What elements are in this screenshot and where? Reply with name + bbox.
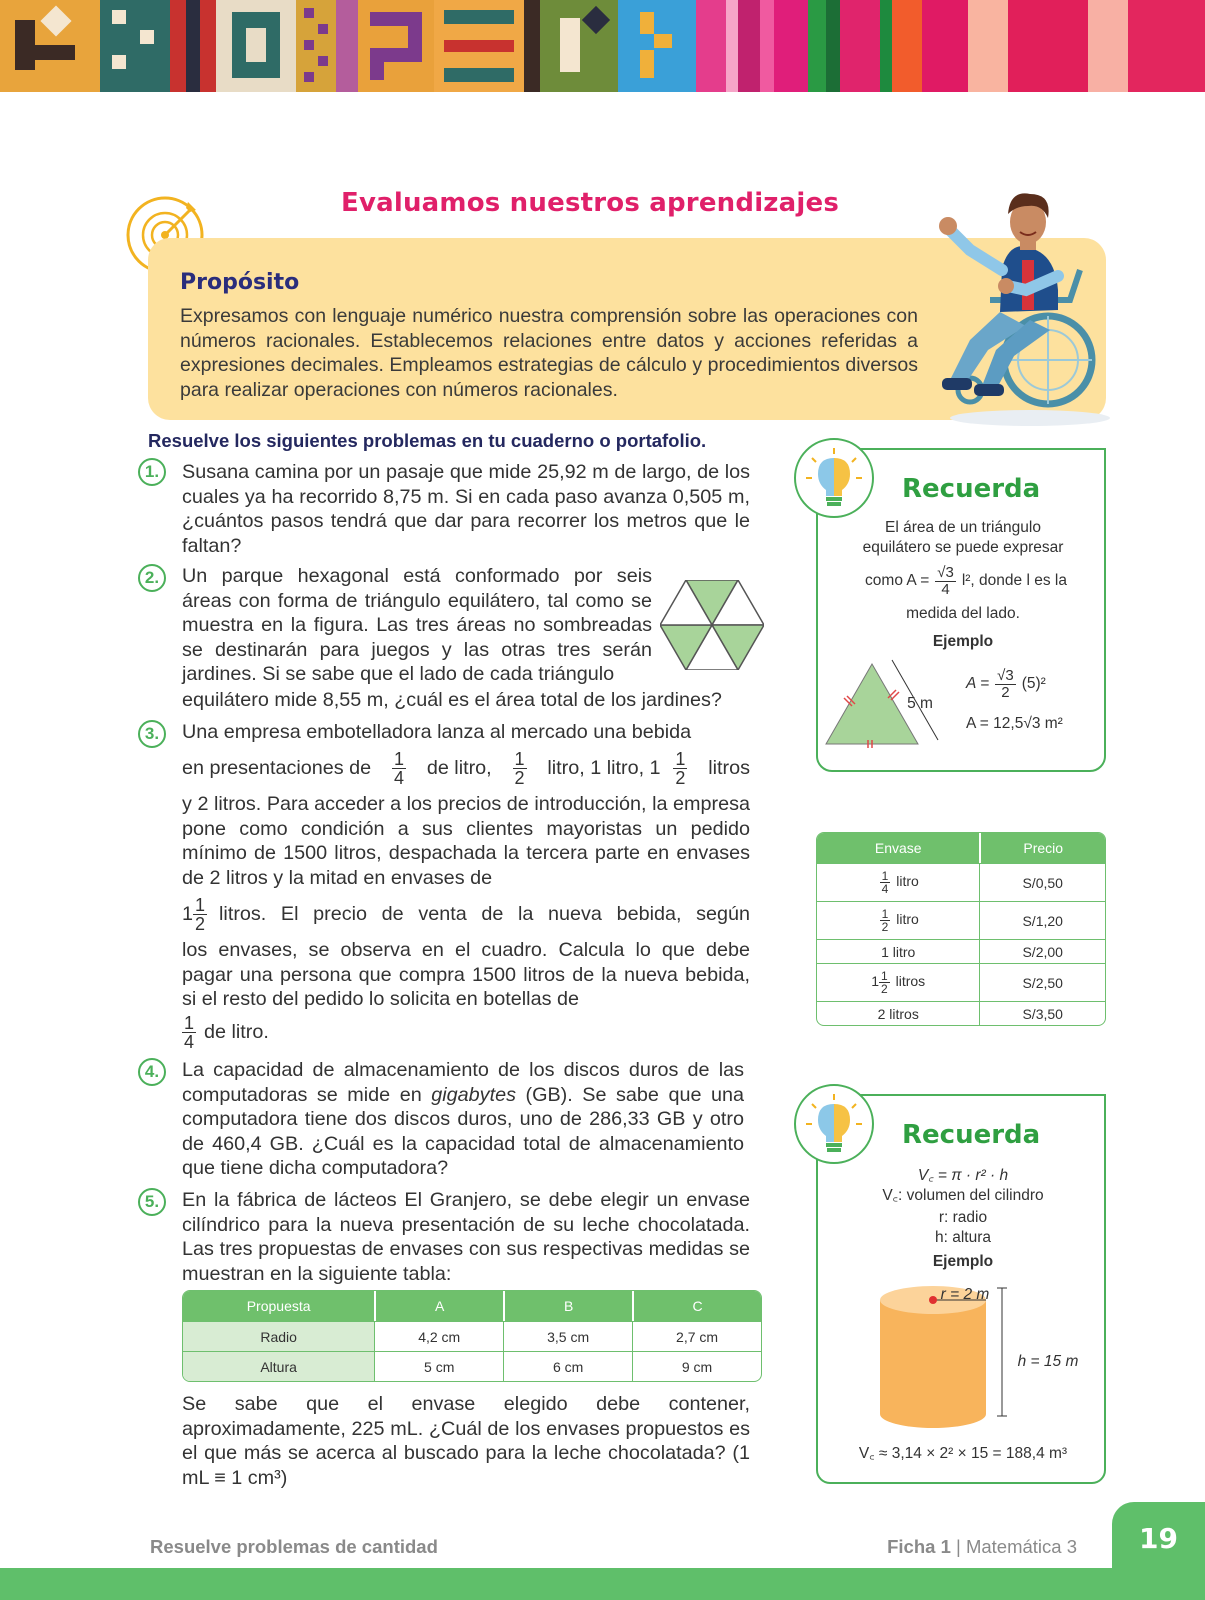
table-row xyxy=(817,901,1105,939)
side-length-label: 5 m xyxy=(907,695,933,712)
problem-number-1: 1. xyxy=(138,458,166,486)
brain-bulb-icon xyxy=(794,438,874,518)
problem-3-text: litro, 1 litro, 1 xyxy=(547,756,661,779)
table-header-cell: A xyxy=(374,1291,503,1321)
problem-3-line-3: y 2 litros. Para acceder a los precios de introducción, la empresa pone como condición a sus clientes mayoristas un pedido mínimo de 1500 litros, despachada la tercera parte en envases de 2 litros y la mitad en envases de xyxy=(182,793,750,889)
textile-banner xyxy=(0,0,1205,92)
table-cell: 9 cm xyxy=(632,1351,761,1381)
table-cell: $\frac{1}{4}$ litro xyxy=(817,863,979,901)
textile-pattern-illustration xyxy=(0,0,1205,92)
table-header-cell: Envase xyxy=(817,833,979,863)
problem-3-text: litros xyxy=(708,756,750,779)
table-cell: 4,2 cm xyxy=(374,1321,503,1351)
formula-text: l², donde l es la xyxy=(961,572,1067,589)
table-header-cell: C xyxy=(632,1291,761,1321)
recuerda-title: Recuerda xyxy=(902,474,1041,504)
table-header-row xyxy=(817,833,1105,863)
problem-4-text: La capacidad de almacenamiento de los discos duros de las computadoras se mide en gigabytes (GB). Se sabe que una computadora tiene dos discos duros, uno de 286,33 GB y otro de 460,4 GB. ¿Cuál es la capacidad total de almacenamiento que tiene dicha computadora? xyxy=(182,1059,745,1180)
table-row xyxy=(183,1351,761,1381)
table-header-cell: Precio xyxy=(979,833,1105,863)
recuerda-text: medida del lado. xyxy=(906,605,1020,622)
formula-text: como A = xyxy=(865,572,930,589)
purpose-title: Propósito xyxy=(180,270,300,295)
example-equation-1 xyxy=(966,664,1096,704)
table-cell: Altura xyxy=(183,1351,374,1381)
table-cell: 3,5 cm xyxy=(503,1321,632,1351)
instruction-text: Resuelve los siguientes problemas en tu cuaderno o portafolio. xyxy=(148,430,707,451)
problem-3-text: de litro. xyxy=(204,1020,269,1043)
table-cell: Radio xyxy=(183,1321,374,1351)
table-cell: 2,7 cm xyxy=(632,1321,761,1351)
fraction-one-half: $\frac{1}{2}$ xyxy=(195,894,206,934)
table-cell: 1 litro xyxy=(817,939,979,963)
fraction-one-quarter: $\frac{1}{4}$ xyxy=(184,1012,195,1052)
problem-3-line-5: los envases, se observa en el cuadro. Calcula lo que debe pagar una persona que compra 1500 litros de la nueva bebida, si el resto del pedido lo solicita en botellas de xyxy=(182,939,750,1011)
problem-3-line-2 xyxy=(182,746,750,790)
problem-5-text: En la fábrica de lácteos El Granjero, se debe elegir un envase cilíndrico para la nueva presentación de su leche chocolatada. Las tres propuestas de envases con sus respectivas medidas se muestran en la siguiente tabla: xyxy=(182,1189,750,1285)
table-cell: S/1,20 xyxy=(979,901,1105,939)
footer-subject: Matemática 3 xyxy=(965,1536,1077,1557)
recuerda-text: h: altura xyxy=(934,1229,991,1246)
table-cell: 6 cm xyxy=(503,1351,632,1381)
recuerda-title: Recuerda xyxy=(902,1120,1041,1150)
recuerda-text: equilátero se puede expresar xyxy=(862,539,1064,556)
height-label: h = 15 m xyxy=(1017,1353,1079,1370)
triangle-area-formula xyxy=(826,560,1106,602)
fraction-one-half: $\frac{1}{2}$ xyxy=(514,748,525,788)
problem-3-text: en presentaciones de xyxy=(182,756,372,779)
cylinder-volume-result: V꜀ ≈ 3,14 × 2² × 15 = 188,4 m³ xyxy=(858,1445,1068,1462)
footer-ficha xyxy=(887,1536,1077,1558)
radius-label: r = 2 m xyxy=(940,1286,990,1303)
table-row xyxy=(183,1321,761,1351)
page-number: 19 xyxy=(1112,1502,1205,1600)
student-wheelchair-illustration xyxy=(930,190,1120,430)
brain-bulb-icon xyxy=(794,1084,874,1164)
hexagon-park-figure xyxy=(660,580,764,670)
problem-2-text-end: equilátero mide 8,55 m, ¿cuál es el área total de los jardines? xyxy=(182,689,722,711)
problem-3-text: 1 xyxy=(182,902,194,925)
problem-number-4: 4. xyxy=(138,1058,166,1086)
table-row xyxy=(817,1001,1105,1025)
table-row xyxy=(817,963,1105,1001)
table-cell: 5 cm xyxy=(374,1351,503,1381)
example-equation-2: A = 12,5√3 m² xyxy=(966,715,1063,732)
footer-ficha-label: Ficha 1 xyxy=(887,1536,951,1557)
problem-number-3: 3. xyxy=(138,720,166,748)
fraction-one-quarter: $\frac{1}{4}$ xyxy=(393,748,404,788)
problem-3-text: litros. El precio de venta de la nueva bebida, según xyxy=(219,902,750,925)
fraction-sqrt3-over-2: $\frac{√3}{2}$ xyxy=(997,666,1014,701)
problem-number-5: 5. xyxy=(138,1188,166,1216)
table-row xyxy=(817,863,1105,901)
problem-3-line-6 xyxy=(182,1010,482,1054)
table-cell: S/3,50 xyxy=(979,1001,1105,1025)
problem-3-text: de litro, xyxy=(426,756,492,779)
problem-1-text: Susana camina por un pasaje que mide 25,92 m de largo, de los cuales ya ha recorrido 8,75 m. Si en cada paso avanza 0,505 m, ¿cuántos pasos tendrá que dar para recorrer los metros que le faltan? xyxy=(182,461,750,557)
table-cell: 2 litros xyxy=(817,1001,979,1025)
recuerda-text: V꜀: volumen del cilindro xyxy=(882,1187,1044,1204)
table-row xyxy=(817,939,1105,963)
problem-number-2: 2. xyxy=(138,564,166,592)
example-label: Ejemplo xyxy=(932,633,994,650)
problem-3-line-1: Una empresa embotelladora lanza al mercado una bebida xyxy=(182,721,692,743)
formula-text: (5)² xyxy=(1021,675,1046,692)
table-cell: S/0,50 xyxy=(979,863,1105,901)
containers-table xyxy=(182,1290,762,1382)
fraction-one-half: $\frac{1}{2}$ xyxy=(675,748,686,788)
example-label: Ejemplo xyxy=(932,1253,994,1270)
table-cell: S/2,50 xyxy=(979,963,1105,1001)
problem-5-question: Se sabe que el envase elegido debe contener, aproximadamente, 225 mL. ¿Cuál de los envases propuestos es el que más se acerca al buscado para la leche chocolatada? (1 mL ≡ 1 cm³) xyxy=(182,1393,750,1489)
table-header-row xyxy=(183,1291,761,1321)
table-cell: $\frac{1}{2}$ litro xyxy=(817,901,979,939)
purpose-text: Expresamos con lenguaje numérico nuestra comprensión sobre las operaciones con números racionales. Establecemos relaciones entre datos y acciones referidas a expresiones decimales. Empleamos estrategias de cálculo y procedimientos diversos para realizar operaciones con números racionales. xyxy=(180,305,918,401)
footer-separator: | xyxy=(950,1536,966,1557)
problem-3-line-4 xyxy=(182,892,750,936)
recuerda-text: r: radio xyxy=(938,1209,988,1226)
fraction-sqrt3-over-4: $\frac{√3}{4}$ xyxy=(937,563,954,598)
price-table xyxy=(816,832,1106,1026)
cylinder-volume-formula: V꜀ = π · r² · h xyxy=(917,1167,1009,1184)
footer-bar xyxy=(0,1568,1205,1600)
formula-text: A = xyxy=(966,675,990,692)
recuerda-text: El área de un triángulo xyxy=(885,519,1041,536)
table-cell: 1 $\frac{1}{2}$ litros xyxy=(817,963,979,1001)
table-header-cell: Propuesta xyxy=(183,1291,374,1321)
table-header-cell: B xyxy=(503,1291,632,1321)
table-cell: S/2,00 xyxy=(979,939,1105,963)
page-title: Evaluamos nuestros aprendizajes xyxy=(340,188,840,218)
problem-2-text: Un parque hexagonal está conformado por seis áreas con forma de triángulo equilátero, tal como se muestra en la figura. Las tres áreas no sombreadas se destinarán para juegos y las otras tres serán jardines. Si se sabe que el lado de cada triángulo xyxy=(182,565,652,686)
footer-competency: Resuelve problemas de cantidad xyxy=(150,1536,438,1557)
